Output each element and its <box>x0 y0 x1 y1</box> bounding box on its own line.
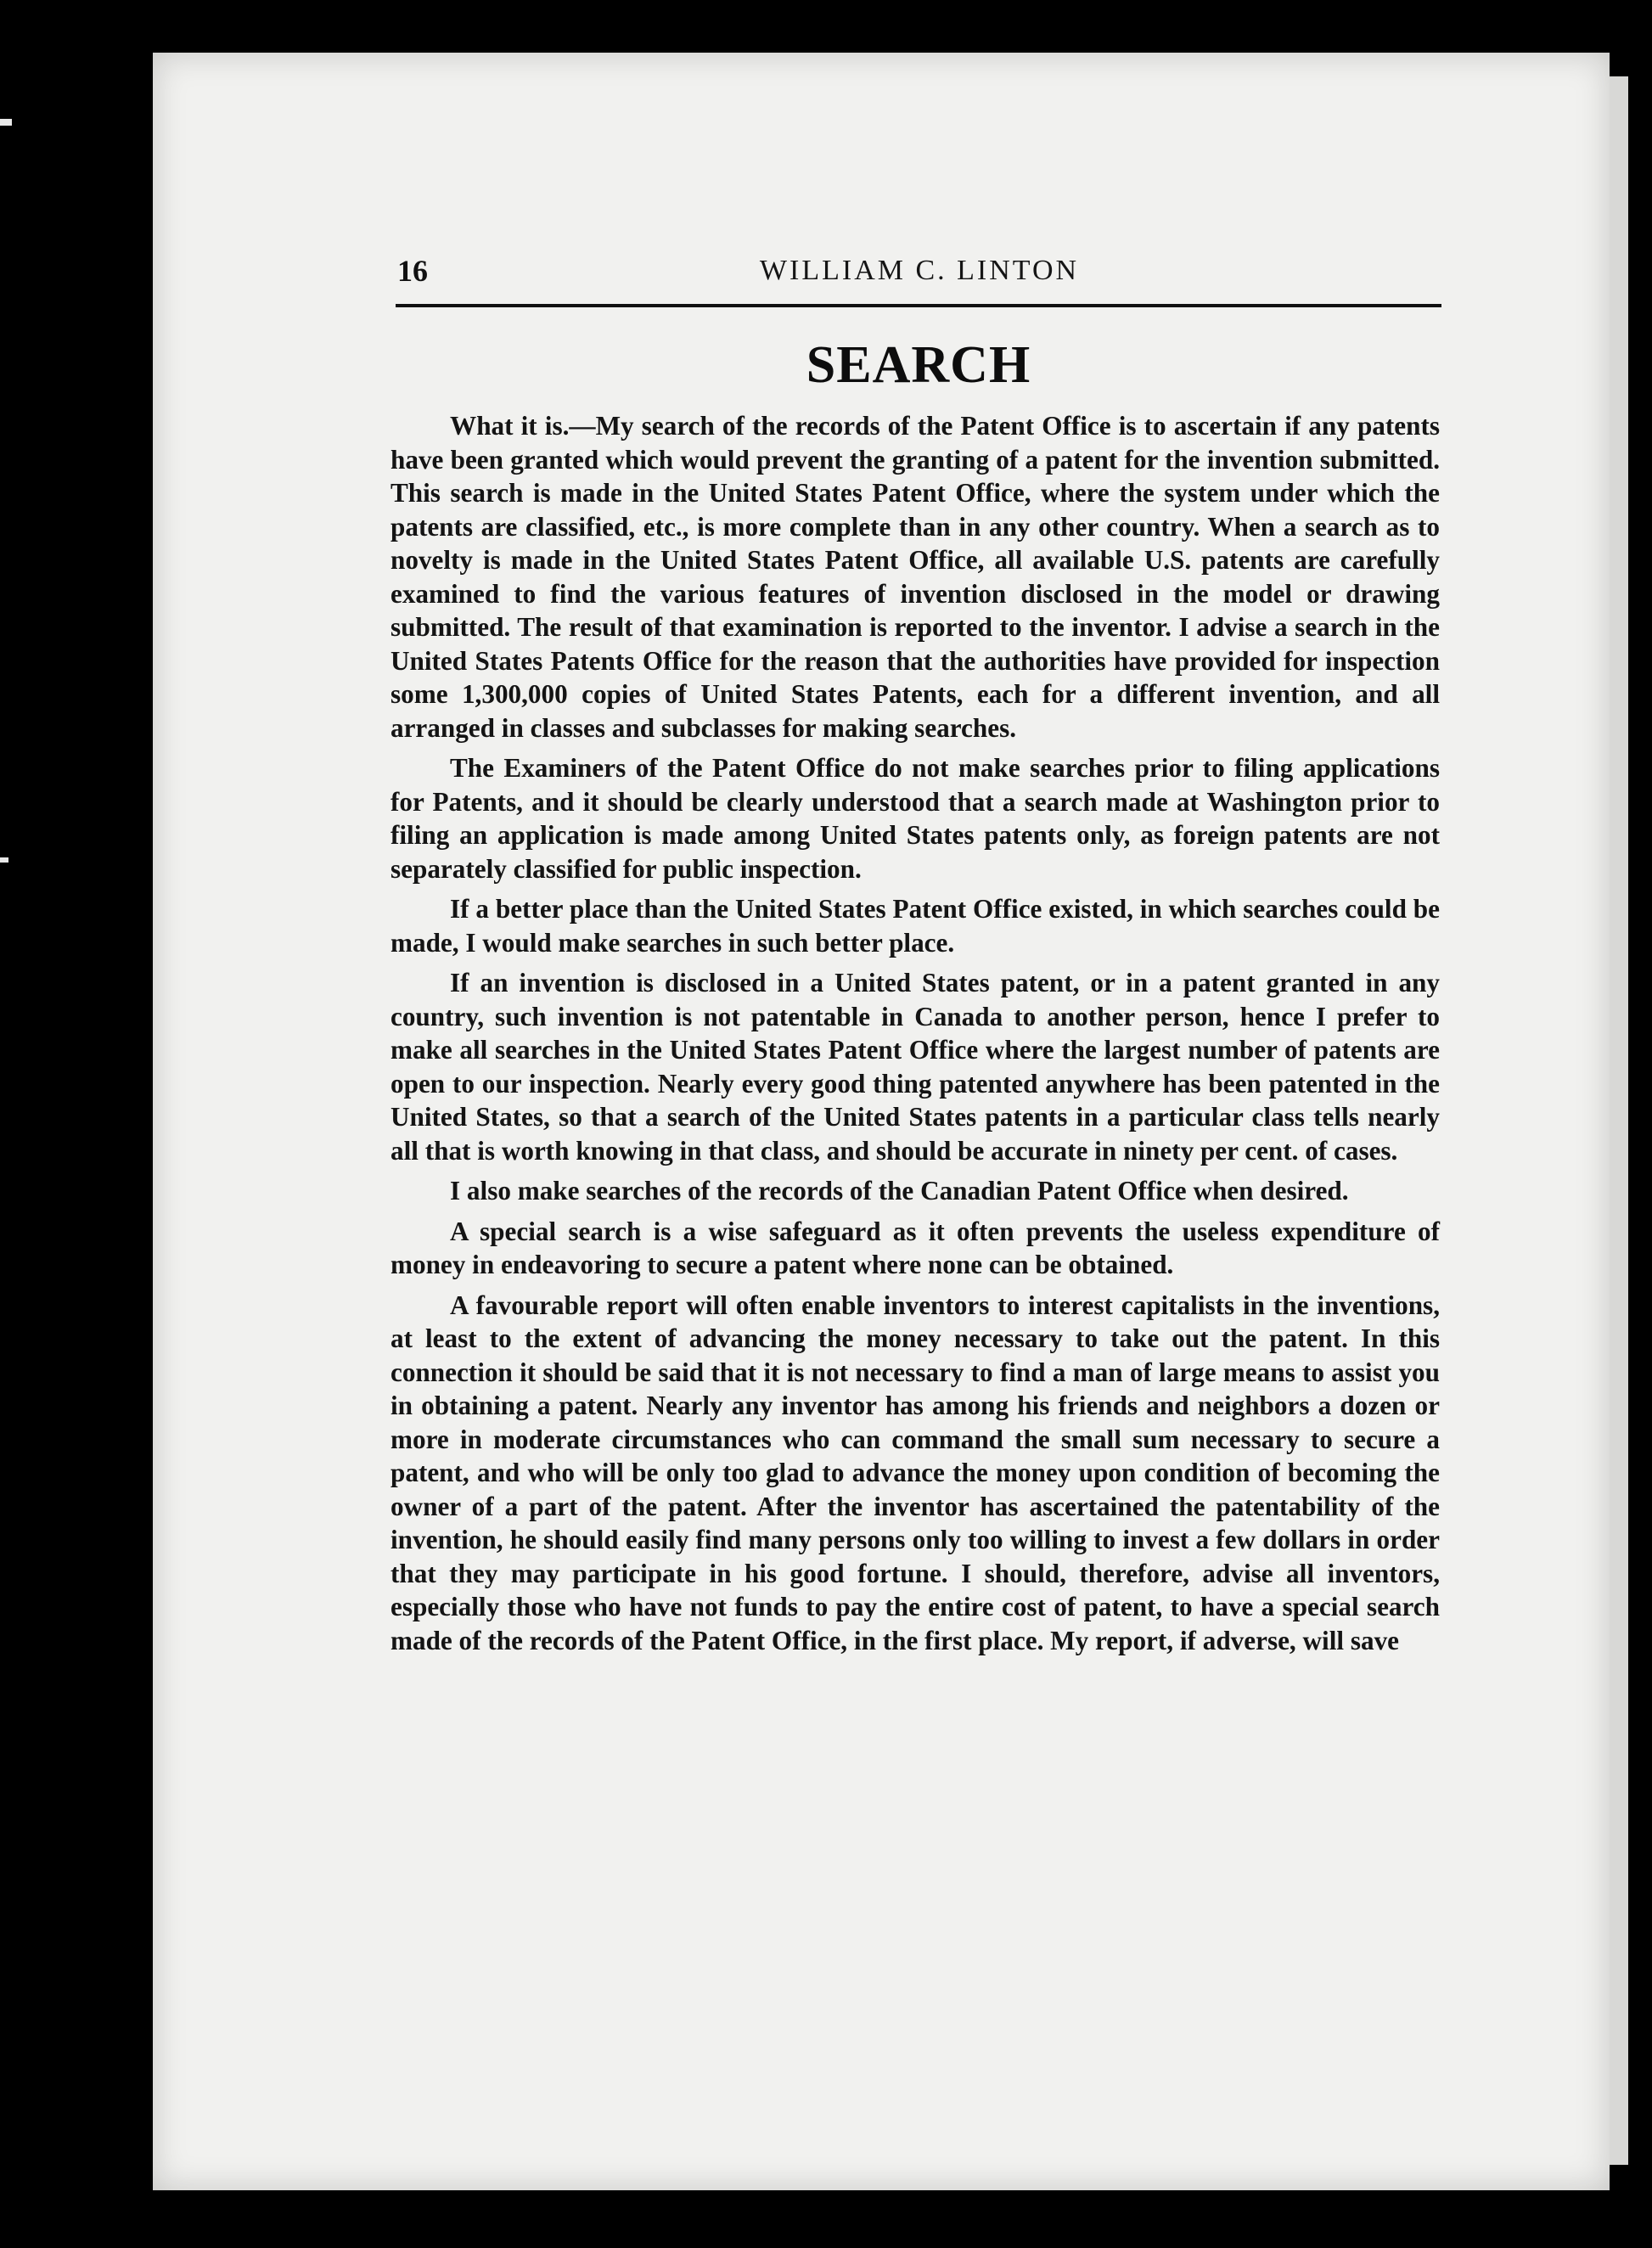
paragraph <box>391 1289 1440 1658</box>
header-rule <box>396 304 1441 307</box>
paragraph <box>391 409 1440 745</box>
page-header <box>397 246 1441 306</box>
paragraph-text: If a better place than the United States Patent Office existed, in which searches could be made, I would make searches in such better place. <box>391 894 1440 958</box>
paragraph-lead: What it is. <box>450 411 570 441</box>
body-text <box>391 409 1440 1664</box>
scan-speck <box>0 119 12 126</box>
scan-speck <box>0 857 8 863</box>
running-head: WILLIAM C. LINTON <box>759 255 1080 286</box>
paragraph <box>391 1174 1440 1208</box>
paragraph <box>391 892 1440 959</box>
paragraph-text: The Examiners of the Patent Office do not make searches prior to filing applications for Patents, and it should be clearly understood that a search made at Washington prior to filing an application is made among United States patents only, as foreign patents are not separately classified for public inspection. <box>391 753 1440 884</box>
paragraph-text: A special search is a wise safeguard as it often prevents the useless expenditure of money in endeavoring to secure a patent where none can be obtained. <box>391 1216 1440 1279</box>
paragraph-text: —My search of the records of the Patent Office is to ascertain if any patents have been granted which would prevent the granting of a patent for the invention submitted. This search is made in the United States Patent Office, where the system under which the patents are classified, etc., is more complete than in any other country. When a search as to novelty is made in the United States Patent Office, all available U.S. patents are carefully examined to find the various features of invention disclosed in the model or drawing submitted. The result of that examination is reported to the inventor. I advise a search in the United States Patents Office for the reason that the authorities have provided for inspection some 1,300,000 copies of United States Patents, each for a different invention, and all arranged in classes and subclasses for making searches. <box>391 411 1440 743</box>
page-edge <box>1610 76 1628 2165</box>
page-number: 16 <box>397 254 428 288</box>
section-title: SEARCH <box>806 336 1031 394</box>
paragraph <box>391 966 1440 1167</box>
paragraph <box>391 1215 1440 1282</box>
paragraph-text: If an invention is disclosed in a United States patent, or in a patent granted in any country, such invention is not patentable in Canada to another person, hence I prefer to make all searches in the United States Patent Office where the largest number of patents are open to our inspection. Nearly every good thing patented anywhere has been patented in the United States, so that a search of the United States patents in a particular class tells nearly all that is worth knowing in that class, and should be accurate in ninety per cent. of cases. <box>391 968 1440 1166</box>
paragraph <box>391 751 1440 885</box>
paragraph-text: I also make searches of the records of the Canadian Patent Office when desired. <box>450 1176 1349 1205</box>
paragraph-text: A favourable report will often enable inventors to interest capitalists in the inventions, at least to the extent of advancing the money necessary to take out the patent. In this connection it should be said that it is not necessary to find a man of large means to assist you in obtaining a patent. Nearly any inventor has among his friends and neighbors a dozen or more in moderate circumstances who can command the small sum necessary to secure a patent, and who will be only too glad to advance the money upon condition of becoming the owner of a part of the patent. After the inventor has ascertained the patentability of the invention, he should easily find many persons only too willing to invest a few dollars in order that they may participate in his good fortune. I should, therefore, advise all inventors, especially those who have not funds to pay the entire cost of patent, to have a special search made of the records of the Patent Office, in the first place. My report, if adverse, will save <box>391 1290 1440 1655</box>
